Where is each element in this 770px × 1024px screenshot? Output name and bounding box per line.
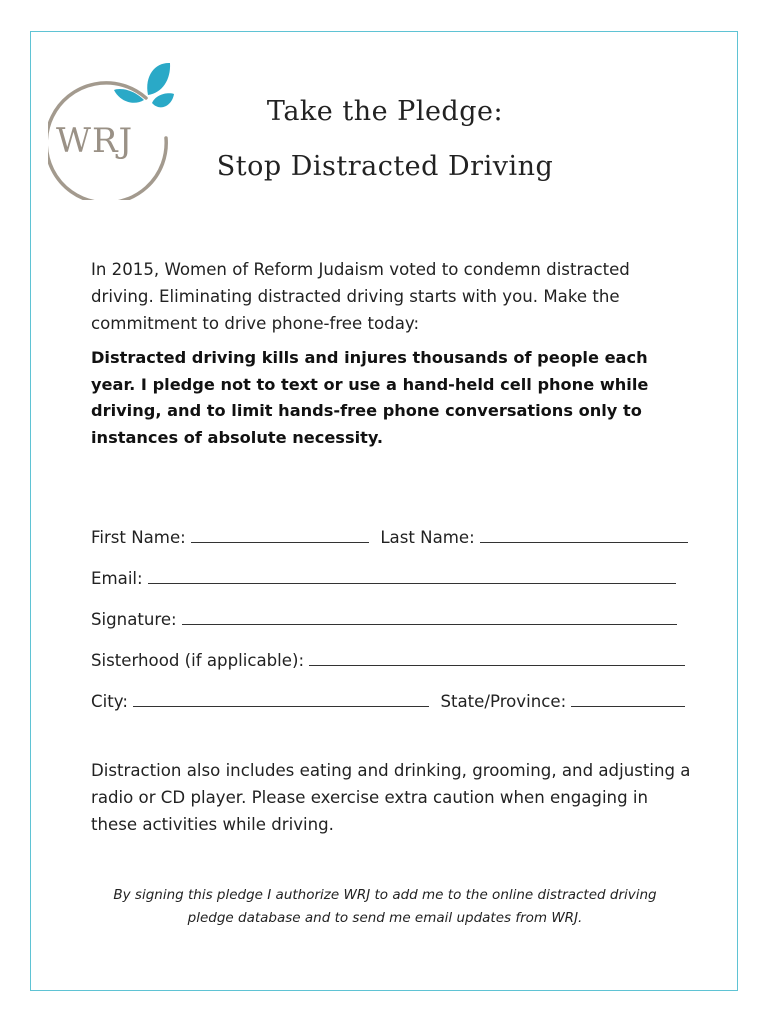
sisterhood-label: Sisterhood (if applicable): xyxy=(91,651,305,670)
state-label: State/Province: xyxy=(440,692,567,711)
distraction-note: Distraction also includes eating and drinking, grooming, and adjusting a radio or CD player. Please exercise extra caution when engaging in these activities while driving. xyxy=(91,761,691,834)
logo-leaf xyxy=(152,93,174,107)
sisterhood-field[interactable] xyxy=(309,649,685,666)
last-name-field[interactable] xyxy=(480,526,688,543)
signature-label: Signature: xyxy=(91,610,177,629)
name-row xyxy=(91,526,688,547)
signature-field[interactable] xyxy=(182,608,677,625)
pledge-statement: Distracted driving kills and injures thousands of people each year. I pledge not to text or use a hand-held cell phone while driving, and to limit hands-free phone conversations only to instances of absolute necessity. xyxy=(91,348,649,447)
city-state-row xyxy=(91,690,685,711)
wrj-logo xyxy=(48,60,178,200)
email-row xyxy=(91,567,676,588)
city-label: City: xyxy=(91,692,128,711)
logo-text: WRJ xyxy=(56,121,134,161)
title-line-2: Stop Distracted Driving xyxy=(216,151,554,182)
last-name-label: Last Name: xyxy=(380,528,475,547)
first-name-label: First Name: xyxy=(91,528,186,547)
email-field[interactable] xyxy=(148,567,676,584)
sisterhood-row xyxy=(91,649,685,670)
consent-disclaimer: By signing this pledge I authorize WRJ to add me to the online distracted driving pledge database and to send me email updates from WRJ. xyxy=(113,887,657,926)
intro-paragraph: In 2015, Women of Reform Judaism voted to condemn distracted driving. Eliminating distracted driving starts with you. Make the commitment to drive phone-free today: xyxy=(91,260,630,333)
email-label: Email: xyxy=(91,569,143,588)
first-name-field[interactable] xyxy=(191,526,369,543)
city-field[interactable] xyxy=(133,690,429,707)
signature-row xyxy=(91,608,677,629)
state-field[interactable] xyxy=(571,690,685,707)
logo-leaf xyxy=(147,63,170,95)
title-line-1: Take the Pledge: xyxy=(266,96,504,127)
